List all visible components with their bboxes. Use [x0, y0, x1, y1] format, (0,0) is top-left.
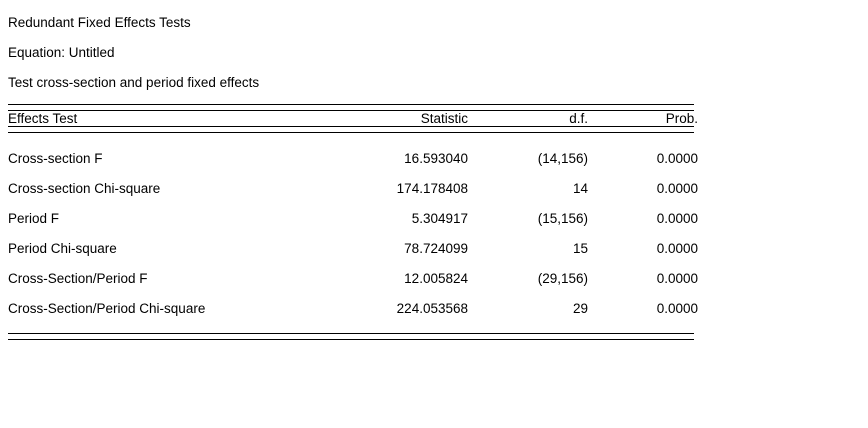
- cell-effects-test: Cross-Section/Period Chi-square: [8, 300, 206, 316]
- cell-df: 29: [572, 300, 588, 316]
- cell-effects-test: Period Chi-square: [8, 240, 117, 256]
- column-header-effects-test: Effects Test: [8, 111, 78, 126]
- table-row: [8, 143, 698, 173]
- cell-prob: 0.0000: [656, 240, 698, 256]
- column-header-prob: Prob.: [665, 111, 698, 126]
- table-row: [8, 233, 698, 263]
- table-body-spacer: [8, 323, 698, 333]
- page-title: Redundant Fixed Effects Tests: [8, 15, 191, 30]
- cell-prob: 0.0000: [656, 210, 698, 226]
- cell-statistic: 16.593040: [404, 150, 468, 166]
- cell-df: (29,156): [537, 270, 588, 286]
- cell-statistic: 224.053568: [396, 300, 468, 316]
- cell-effects-test: Cross-Section/Period F: [8, 270, 148, 286]
- table-top-double-rule: [8, 104, 694, 111]
- column-header-statistic: Statistic: [420, 111, 468, 126]
- cell-prob: 0.0000: [656, 300, 698, 316]
- cell-effects-test: Period F: [8, 210, 60, 226]
- cell-statistic: 12.005824: [404, 270, 468, 286]
- cell-statistic: 174.178408: [396, 180, 468, 196]
- cell-prob: 0.0000: [656, 150, 698, 166]
- test-description: Test cross-section and period fixed effects: [8, 75, 260, 90]
- cell-df: 14: [572, 180, 588, 196]
- results-body-table: [8, 133, 698, 333]
- cell-effects-test: Cross-section Chi-square: [8, 180, 161, 196]
- cell-df: 15: [572, 240, 588, 256]
- table-body: [8, 133, 698, 333]
- table-row: [8, 173, 698, 203]
- table-row: [8, 263, 698, 293]
- cell-effects-test: Cross-section F: [8, 150, 103, 166]
- table-row: [8, 203, 698, 233]
- results-table-wrapper: [8, 104, 698, 340]
- table-head: [8, 111, 698, 126]
- document-header: [8, 8, 868, 98]
- cell-statistic: 5.304917: [411, 210, 468, 226]
- table-header-double-rule: [8, 126, 694, 133]
- column-header-df: d.f.: [569, 111, 588, 126]
- redundant-fixed-effects-table: [8, 111, 698, 126]
- cell-statistic: 78.724099: [404, 240, 468, 256]
- cell-df: (15,156): [537, 210, 588, 226]
- table-row: [8, 293, 698, 323]
- table-bottom-double-rule: [8, 333, 694, 340]
- equation-label: Equation: Untitled: [8, 45, 115, 60]
- cell-prob: 0.0000: [656, 270, 698, 286]
- cell-df: (14,156): [537, 150, 588, 166]
- cell-prob: 0.0000: [656, 180, 698, 196]
- table-header-row: [8, 111, 698, 126]
- table-body-spacer: [8, 133, 698, 143]
